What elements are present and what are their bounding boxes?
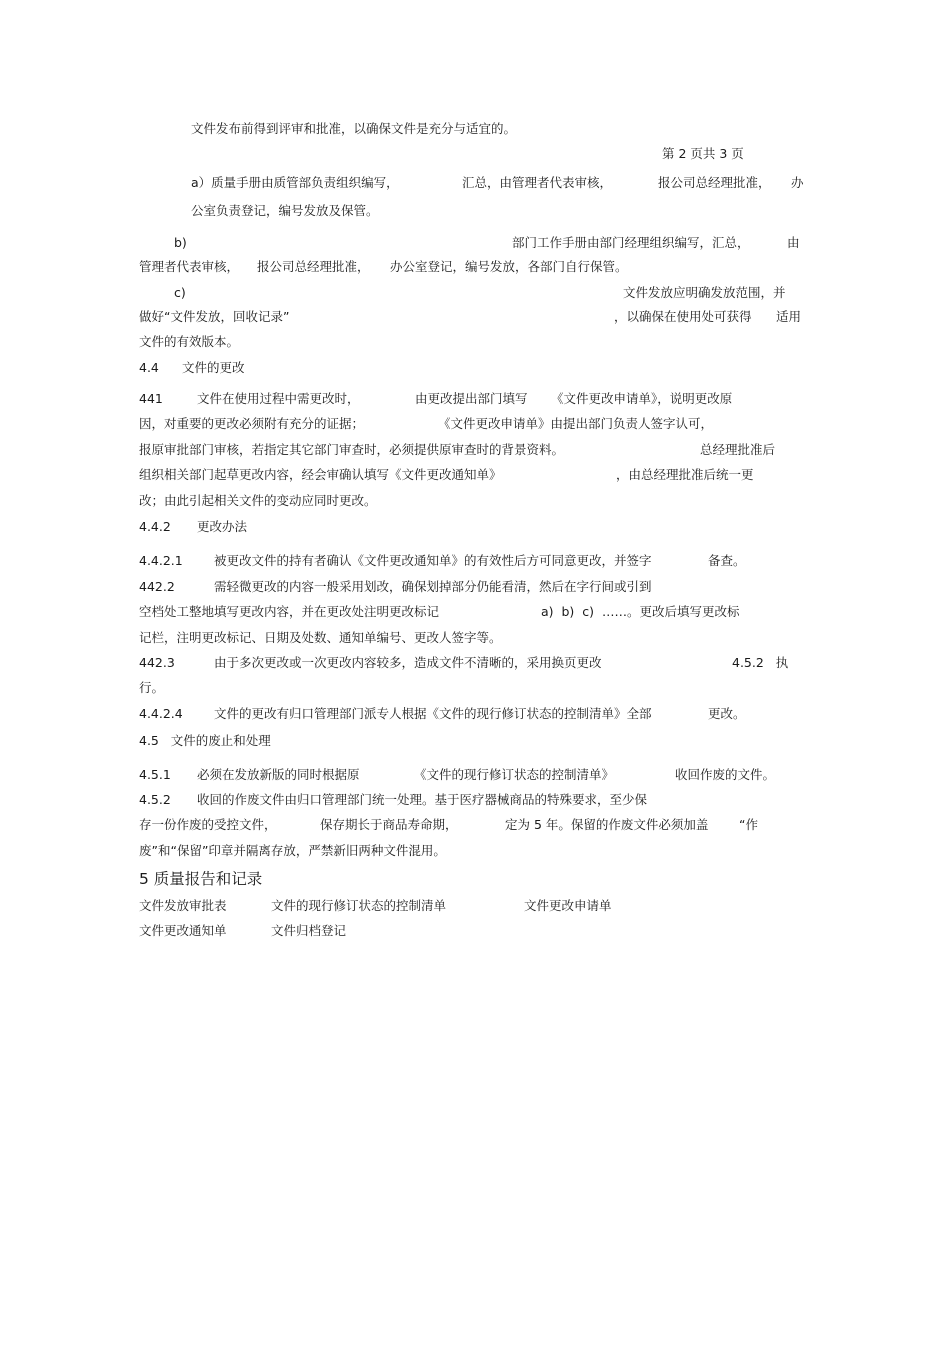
text-line: 441 [139,391,163,406]
text-line: 公室负责登记，编号发放及保管。 [191,203,379,218]
text-line: 定为 5 年。保留的作废文件必须加盖 [505,817,709,832]
text-line: 记栏，注明更改标记、日期及处数、通知单编号、更改人签字等。 [139,630,502,645]
text-line: 文件的更改有归口管理部门派专人根据《文件的现行修订状态的控制清单》全部 [214,706,652,721]
text-line: 收回的作废文件由归口管理部门统一处理。基于医疗器械商品的特殊要求，至少保 [197,792,648,807]
text-line: 4.5.2 执 [732,655,789,670]
text-line: 报公司总经理批准， [658,175,771,190]
text-line: 第 2 页共 3 页 [662,146,744,161]
text-line: 改；由此引起相关文件的变动应同时更改。 [139,493,377,508]
text-line: 需轻微更改的内容一般采用划改，确保划掉部分仍能看清，然后在字行间或引到 [214,579,652,594]
text-line: 《文件更改申请单》，说明更改原 [551,391,733,406]
text-line: 必须在发放新版的同时根据原 [197,767,360,782]
text-line: 保存期长于商品寿命期， [320,817,458,832]
text-line: ，以确保在使用处可获得 [614,309,752,324]
text-line: 报公司总经理批准， [257,259,370,274]
text-line: 总经理批准后 [700,442,776,457]
text-line: 做好“文件发放，回收记录” [139,309,290,324]
text-line: 文件在使用过程中需更改时， [197,391,360,406]
text-line: 行。 [139,680,165,695]
text-line: 汇总，由管理者代表审核， [462,175,613,190]
text-line: a）质量手册由质管部负责组织编写， [191,175,399,190]
text-line: 由 [787,235,800,250]
text-line: 文件归档登记 [271,923,347,938]
text-line: 更改。 [708,706,746,721]
text-line: ，由总经理批准后统一更 [616,467,754,482]
text-line: 办公室登记，编号发放，各部门自行保管。 [390,259,628,274]
text-line: 由于多次更改或一次更改内容较多，造成文件不清晰的，采用换页更改 [214,655,602,670]
text-line: 存一份作废的受控文件， [139,817,277,832]
text-line: 文件的更改 [182,360,245,375]
text-line: 4.4.2.1 [139,553,183,568]
text-line: 报原审批部门审核，若指定其它部门审查时，必须提供原审查时的背景资料。 [139,442,565,457]
text-line: 由更改提出部门填写 [415,391,528,406]
text-line: 文件更改申请单 [524,898,612,913]
text-line: 管理者代表审核， [139,259,240,274]
section-heading: 5 质量报告和记录 [139,870,263,888]
text-line: 442.2 [139,579,175,594]
text-line: 文件的现行修订状态的控制清单 [271,898,447,913]
text-line: 4.5.1 [139,767,171,782]
text-line: 《文件更改申请单》由提出部门负责人签字认可， [438,416,714,431]
text-line: 更改办法 [197,519,248,534]
text-line: 适用 [776,309,802,324]
text-line: 部门工作手册由部门经理组织编写，汇总， [512,235,750,250]
text-line: 废”和“保留”印章并隔离存放，严禁新旧两种文件混用。 [139,843,446,858]
text-line: 组织相关部门起草更改内容，经会审确认填写《文件更改通知单》 [139,467,502,482]
text-line: 4.4.2.4 [139,706,183,721]
text-line: 因，对重要的更改必须附有充分的证据； [139,416,365,431]
text-line: 4.5 文件的废止和处理 [139,733,271,748]
text-line: 空档处工整地填写更改内容，并在更改处注明更改标记 [139,604,440,619]
text-line: 备查。 [708,553,746,568]
text-line: 文件发放审批表 [139,898,227,913]
text-line: “作 [739,817,758,832]
text-line: 文件发布前得到评审和批准，以确保文件是充分与适宜的。 [191,121,517,136]
text-line: b) [174,235,187,250]
text-line: 《文件的现行修订状态的控制清单》 [414,767,615,782]
text-line: 4.4.2 [139,519,171,534]
text-line: 办 [791,175,804,190]
text-line: 442.3 [139,655,175,670]
text-line: a) b) c) ……。更改后填写更改标 [541,604,740,619]
text-line: 4.4 [139,360,159,375]
text-line: 收回作废的文件。 [675,767,776,782]
text-line: c) [174,285,186,300]
text-line: 4.5.2 [139,792,171,807]
text-line: 文件的有效版本。 [139,334,240,349]
text-line: 被更改文件的持有者确认《文件更改通知单》的有效性后方可同意更改，并签字 [214,553,652,568]
text-line: 文件更改通知单 [139,923,227,938]
text-line: 文件发放应明确发放范围，并 [623,285,786,300]
